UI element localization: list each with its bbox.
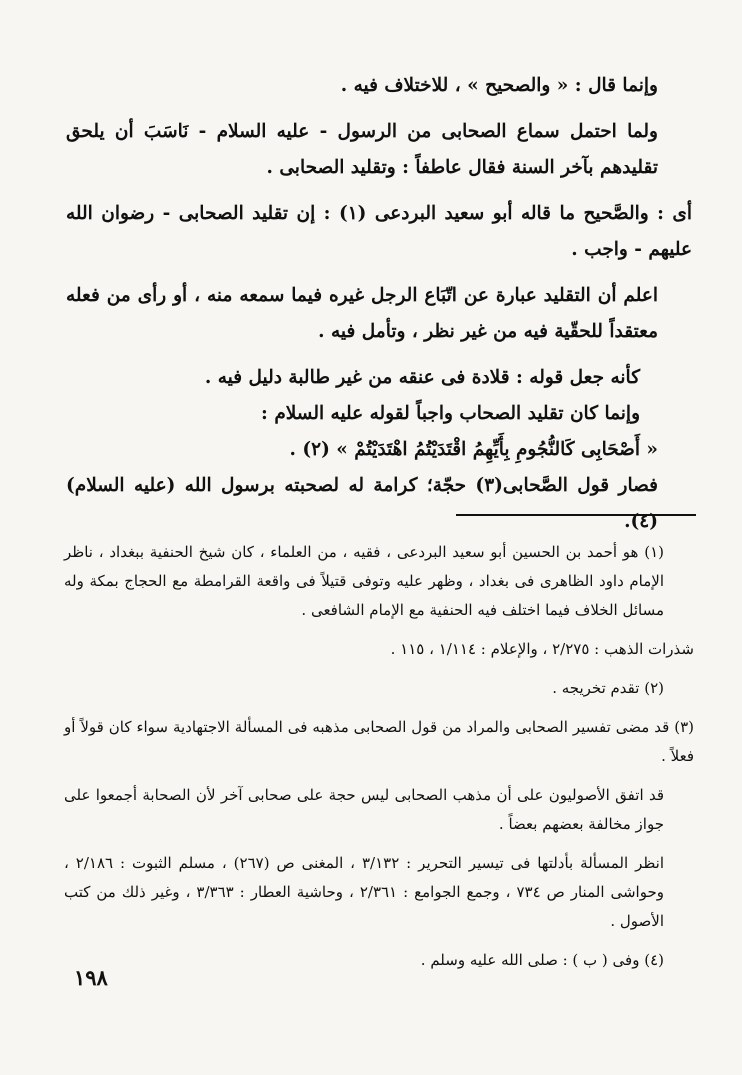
footnote-3: (٣) قد مضى تفسير الصحابى والمراد من قول الصحابى مذهبه فى المسألة الاجتهادية سواء كان قولاً أو فعلاً . — [64, 718, 694, 765]
footnote-1-sources: شذرات الذهب : ٢/٢٧٥ ، والإعلام : ١/١١٤ ، ١١٥ . — [390, 640, 694, 658]
main-text — [66, 68, 692, 540]
paragraph-4: اعلم أن التقليد عبارة عن اتّبَاع الرجل غيره فيما سمعه منه ، أو رأى من فعله معتقداً للحقّية فيه من غير نظر ، وتأمل فيه . — [66, 285, 658, 342]
paragraph-2: ولما احتمل سماع الصحابى من الرسول - عليه السلام - نَاسَبَ أن يلحق تقليدهم بآخر السنة فقال عاطفاً : وتقليد الصحابى . — [66, 121, 658, 178]
footnote-3-note: قد اتفق الأصوليون على أن مذهب الصحابى ليس حجة على صحابى آخر لأن الصحابة أجمعوا على جواز مخالفة بعضهم بعضاً . — [64, 786, 664, 833]
footnote-4: (٤) وفى ( ب ) : صلى الله عليه وسلم . — [420, 951, 664, 969]
paragraph-6: وإنما كان تقليد الصحاب واجباً لقوله عليه السلام : — [261, 403, 640, 424]
footnote-3-sources: انظر المسألة بأدلتها فى تيسير التحرير : ٣/١٣٢ ، المغنى ص (٢٦٧) ، مسلم الثبوت : ٢/١٨٦ ، وحواشى المنار ص ٧٣٤ ، وجمع الجوامع : ٢/٣٦١ ، وحاشية العطار : ٣/٣٦٣ ، وغير ذلك من كتب الأصول . — [64, 854, 664, 930]
paragraph-8: فصار قول الصَّحابى(٣) حجّة؛ كرامة له لصحبته برسول الله (عليه السلام)(٤). — [66, 475, 658, 532]
paragraph-5: كأنه جعل قوله : قلادة فى عنقه من غير طالبة دليل فيه . — [204, 367, 640, 388]
footnotes — [64, 538, 694, 975]
paragraph-1: وإنما قال : « والصحيح » ، للاختلاف فيه . — [340, 75, 658, 96]
footnote-divider — [456, 514, 696, 516]
footnote-1: (١) هو أحمد بن الحسين أبو سعيد البردعى ، فقيه ، من العلماء ، كان شيخ الحنفية ببغداد ، ناظر الإمام داود الظاهرى فى بغداد ، وظهر عليه وتوفى قتيلاً فى واقعة القرامطة مع الحجاج بمكة وله مسائل الخلاف فيما اختلف فيه الحنفية مع الإمام الشافعى . — [64, 543, 664, 619]
page-number: ١٩٨ — [74, 965, 108, 990]
footnote-2: (٢) تقدم تخريجه . — [552, 679, 664, 697]
paragraph-3: أى : والصَّحيح ما قاله أبو سعيد البردعى (١) : إن تقليد الصحابى - رضوان الله عليهم - واجب . — [66, 203, 692, 260]
hadith-quote: « أَصْحَابِى كَالنُّجُومِ بِأَيِّهِمُ اقْتَدَيْتُمُ اهْتَدَيْتُمْ » (٢) . — [289, 439, 658, 460]
